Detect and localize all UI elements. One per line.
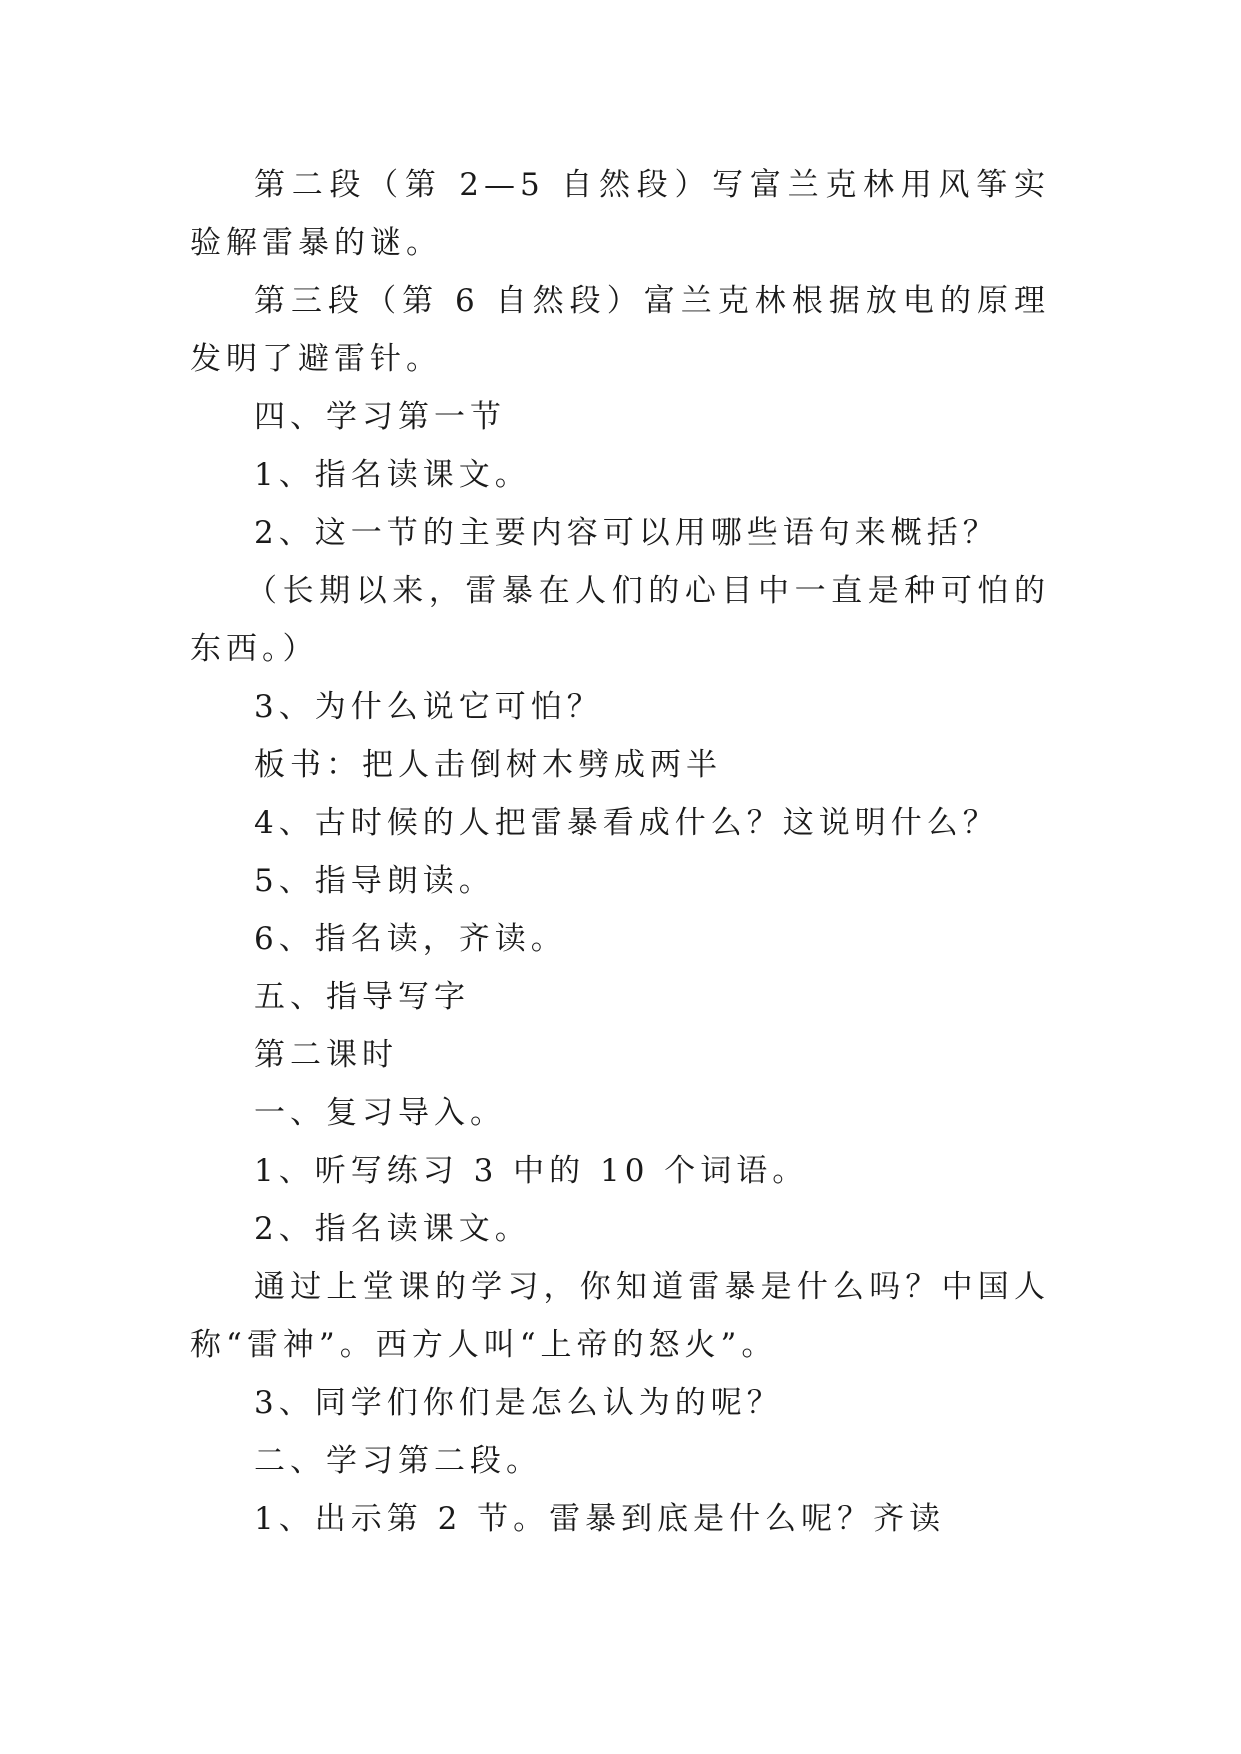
list-item: 3、同学们你们是怎么认为的呢？ xyxy=(254,1385,783,1421)
list-item: 1、听写练习 3 中的 10 个词语。 xyxy=(254,1153,809,1189)
list-item: 1、出示第 2 节。雷暴到底是什么呢？齐读 xyxy=(254,1501,946,1537)
list-item: 1、指名读课文。 xyxy=(254,457,531,493)
section-heading: 第二课时 xyxy=(254,1037,398,1073)
list-item: 6、指名读，齐读。 xyxy=(254,921,567,957)
document-body xyxy=(190,156,1050,1548)
section-heading: 二、学习第二段。 xyxy=(254,1443,542,1479)
list-item: 5、指导朗读。 xyxy=(254,863,495,899)
paragraph: 第三段（第 6 自然段）富兰克林根据放电的原理发明了避雷针。 xyxy=(190,283,1050,377)
list-item: 2、指名读课文。 xyxy=(254,1211,531,1247)
list-item: 3、为什么说它可怕？ xyxy=(254,689,603,725)
section-heading: 五、指导写字 xyxy=(254,979,470,1015)
section-heading: 四、学习第一节 xyxy=(254,399,506,435)
paragraph: 第二段（第 2—5 自然段）写富兰克林用风筝实验解雷暴的谜。 xyxy=(190,167,1050,261)
list-item: 2、这一节的主要内容可以用哪些语句来概括？ xyxy=(254,515,999,551)
paragraph: （长期以来，雷暴在人们的心目中一直是种可怕的东西。） xyxy=(190,573,1050,667)
list-item: 4、古时候的人把雷暴看成什么？这说明什么？ xyxy=(254,805,999,841)
paragraph: 通过上堂课的学习，你知道雷暴是什么吗？中国人称“雷神”。西方人叫“上帝的怒火”。 xyxy=(190,1269,1050,1363)
paragraph: 板书：把人击倒树木劈成两半 xyxy=(254,747,722,783)
section-heading: 一、复习导入。 xyxy=(254,1095,506,1131)
